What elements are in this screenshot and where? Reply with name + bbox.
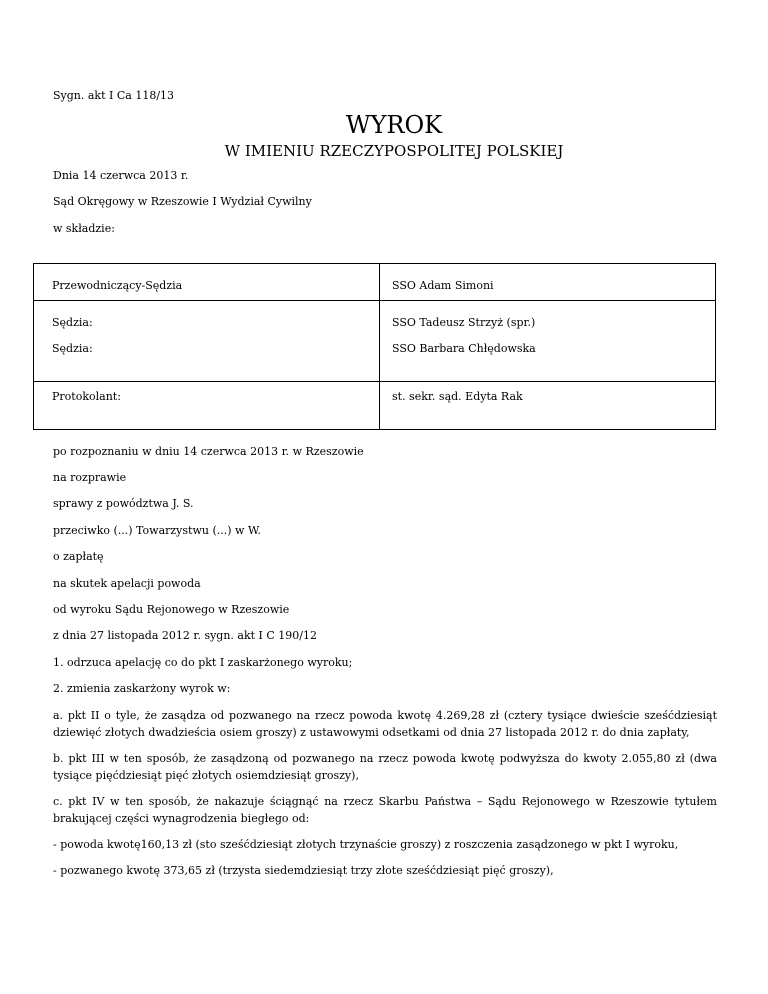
judgment-date: Dnia 14 czerwca 2013 r. [53, 169, 189, 182]
verdict-subpoint: - powoda kwotę160,13 zł (sto sześćdziesiąt złotych trzynaście groszy) z roszczenia zasądzonego w pkt I wyroku, [53, 838, 679, 851]
verdict-subpoint: c. pkt IV w ten sposób, że nakazuje ściągnąć na rzecz Skarbu Państwa – Sądu Rejonowego w Rzeszowie tytułem brakującej części wynagrodzenia biegłego od: [53, 795, 717, 825]
body-line: sprawy z powództwa J. S. [53, 497, 194, 510]
body-line: na rozprawie [53, 471, 127, 484]
composition-table [33, 263, 716, 430]
body-line: na skutek apelacji powoda [53, 577, 201, 590]
document-title: WYROK [345, 111, 443, 139]
table-cell-role: Sędzia: [52, 316, 93, 329]
verdict-subpoint: a. pkt II o tyle, że zasądza od pozwanego na rzecz powoda kwotę 4.269,28 zł (cztery tysiące dwieście sześćdziesiąt dziewięć złotych dwadzieścia osiem groszy) z ustawowymi odsetkami od dnia 27 listopada 2012 r. do dnia zapłaty, [53, 709, 717, 739]
verdict-subpoint: - pozwanego kwotę 373,65 zł (trzysta siedemdziesiąt trzy złote sześćdziesiąt pięć groszy), [53, 864, 554, 877]
body-line: przeciwko (...) Towarzystwu (...) w W. [53, 524, 261, 537]
composition-label: w składzie: [53, 222, 115, 235]
table-column-divider [379, 264, 380, 429]
body-line: z dnia 27 listopada 2012 r. sygn. akt I C 190/12 [53, 629, 318, 642]
table-cell-name: SSO Adam Simoni [392, 279, 494, 292]
body-line: o zapłatę [53, 550, 104, 563]
verdict-point: 2. zmienia zaskarżony wyrok w: [53, 682, 231, 695]
table-cell-role: Przewodniczący-Sędzia [52, 279, 183, 292]
table-cell-role: Sędzia: [52, 342, 93, 355]
verdict-subpoint: b. pkt III w ten sposób, że zasądzoną od pozwanego na rzecz powoda kwotę podwyższa do kwoty 2.055,80 zł (dwa tysiące pięćdziesiąt pięć złotych osiemdziesiąt groszy), [53, 752, 717, 782]
table-row-divider [34, 381, 715, 382]
table-cell-name: SSO Barbara Chłędowska [392, 342, 536, 355]
table-cell-role: Protokolant: [52, 390, 121, 403]
table-cell-name: SSO Tadeusz Strzyż (spr.) [392, 316, 536, 329]
case-number: Sygn. akt I Ca 118/13 [53, 89, 175, 102]
table-cell-name: st. sekr. sąd. Edyta Rak [392, 390, 523, 403]
verdict-point: 1. odrzuca apelację co do pkt I zaskarżonego wyroku; [53, 656, 353, 669]
body-line: po rozpoznaniu w dniu 14 czerwca 2013 r. w Rzeszowie [53, 445, 364, 458]
court-name: Sąd Okręgowy w Rzeszowie I Wydział Cywilny [53, 195, 312, 208]
body-line: od wyroku Sądu Rejonowego w Rzeszowie [53, 603, 290, 616]
document-subtitle: W IMIENIU RZECZYPOSPOLITEJ POLSKIEJ [224, 142, 564, 160]
table-row-divider [34, 300, 715, 301]
